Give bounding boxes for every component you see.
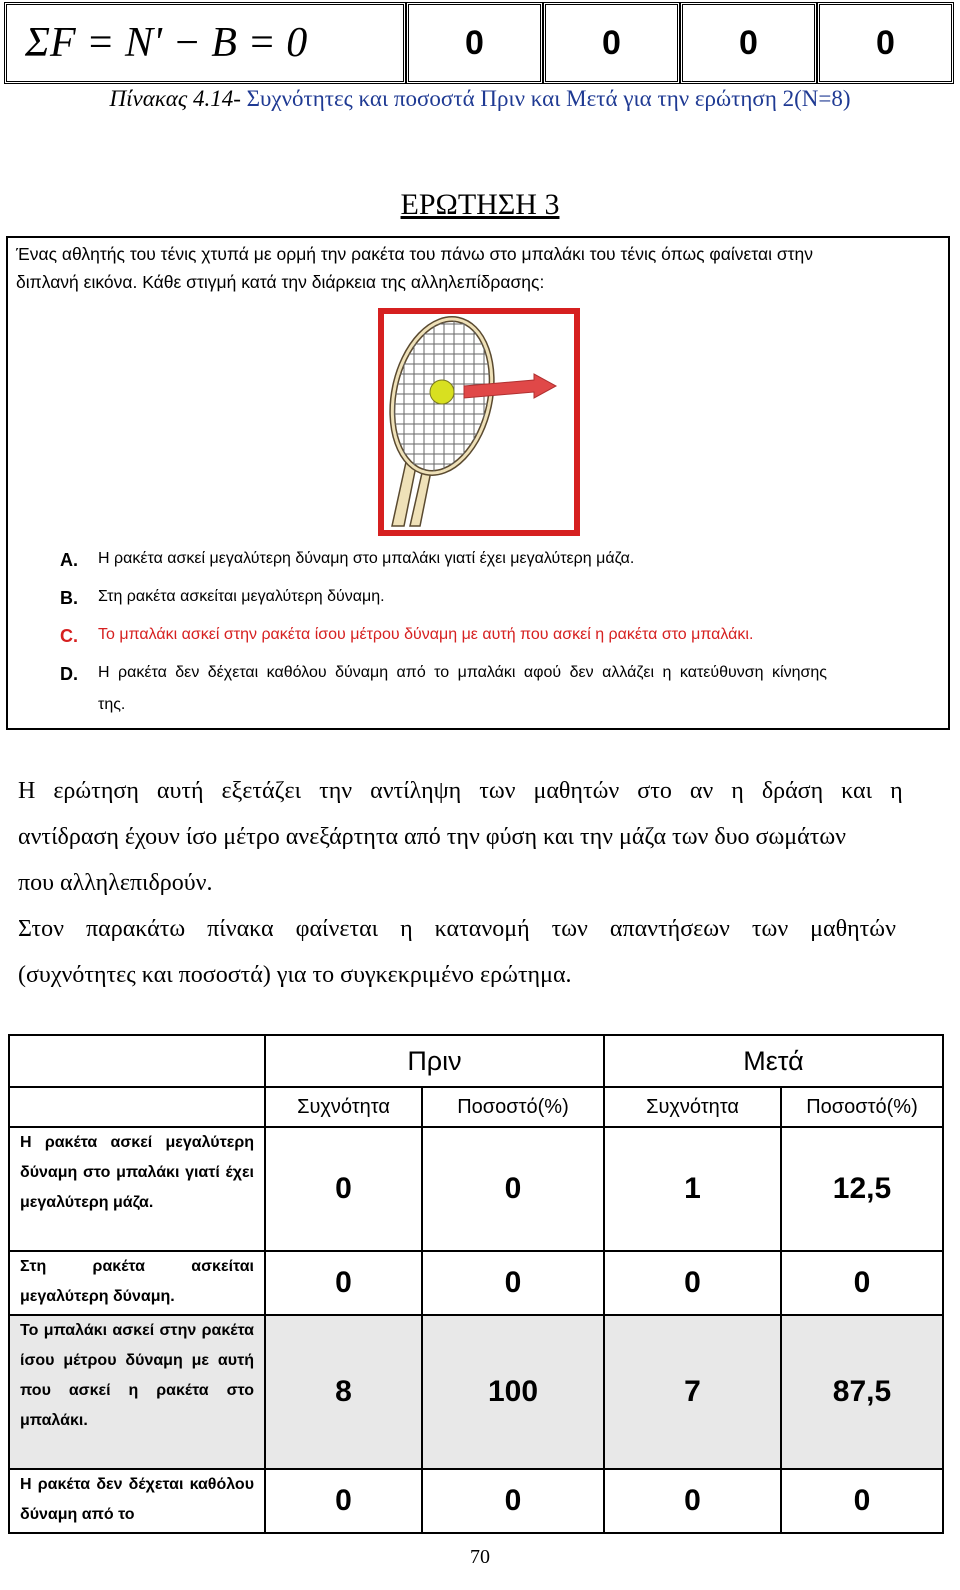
cell-value: 8 [265, 1315, 422, 1469]
cell-value: 0 [265, 1469, 422, 1533]
intro-line: διπλανή εικόνα. Κάθε στιγμή κατά την διάρκεια της αλληλεπίδρασης: [16, 272, 545, 292]
cell-value: 0 [422, 1127, 604, 1251]
header-freq: Συχνότητα [604, 1087, 781, 1127]
row-label: Η ρακέτα δεν δέχεται καθόλου δύναμη από το [9, 1469, 265, 1533]
option-letter: B. [60, 588, 78, 608]
table-row [9, 1469, 943, 1533]
table-row [9, 1127, 943, 1251]
paragraph-line: Η ερώτηση αυτή εξετάζει την αντίληψη των μαθητών στο αν η δράση και η [18, 778, 903, 804]
racket-image [378, 308, 580, 536]
header-pct: Ποσοστό(%) [781, 1087, 943, 1127]
results-table [8, 1034, 944, 1534]
page-number: 70 [470, 1546, 490, 1568]
header-before: Πριν [265, 1035, 604, 1087]
option-letter: A. [60, 550, 78, 570]
row-label: Στη ρακέτα ασκείται μεγαλύτερη δύναμη. [9, 1251, 265, 1315]
paragraph-line: που αλληλεπιδρούν. [18, 870, 213, 896]
option-text: Το μπαλάκι ασκεί στην ρακέτα ίσου μέτρου δύναμη με αυτή που ασκεί η ρακέτα στο μπαλάκι. [98, 626, 754, 643]
row-label: Η ρακέτα ασκεί μεγαλύτερη δύναμη στο μπαλάκι γιατί έχει μεγαλύτερη μάζα. [9, 1127, 265, 1251]
option-letter: C. [60, 626, 78, 646]
table-corner [9, 1035, 265, 1087]
intro-line: Ένας αθλητής του τένις χτυπά με ορμή την ρακέτα του πάνω στο μπαλάκι του τένις όπως φαίνεται στην [16, 244, 814, 264]
cell-value: 0 [422, 1469, 604, 1533]
paragraph-line: αντίδραση έχουν ίσο μέτρο ανεξάρτητα από την φύση και την μάζα των δυο σωμάτων [18, 824, 847, 850]
summary-value: 0 [680, 2, 817, 84]
cell-value: 0 [265, 1251, 422, 1315]
cell-value: 0 [422, 1251, 604, 1315]
header-pct: Ποσοστό(%) [422, 1087, 604, 1127]
table-row [9, 1251, 943, 1315]
table-corner [9, 1087, 265, 1127]
option-text: Στη ρακέτα ασκείται μεγαλύτερη δύναμη. [98, 588, 385, 605]
paragraph-line: (συχνότητες και ποσοστά) για το συγκεκριμένο ερώτημα. [18, 962, 572, 988]
paragraph-line: Στον παρακάτω πίνακα φαίνεται η κατανομή των απαντήσεων των μαθητών [18, 916, 896, 942]
tennis-ball [430, 380, 454, 404]
question-title: ΕΡΩΤΗΣΗ 3 [400, 188, 560, 221]
row-label: Το μπαλάκι ασκεί στην ρακέτα ίσου μέτρου δύναμη με αυτή που ασκεί η ρακέτα στο μπαλάκι. [9, 1315, 265, 1469]
summary-value: 0 [817, 2, 954, 84]
table-row [9, 1315, 943, 1469]
cell-value: 0 [604, 1251, 781, 1315]
question-intro [16, 240, 946, 296]
header-after: Μετά [604, 1035, 943, 1087]
cell-value: 7 [604, 1315, 781, 1469]
cell-value: 0 [781, 1251, 943, 1315]
cell-value: 87,5 [781, 1315, 943, 1469]
summary-row [4, 2, 954, 84]
header-freq: Συχνότητα [265, 1087, 422, 1127]
cell-value: 0 [604, 1469, 781, 1533]
summary-value: 0 [406, 2, 543, 84]
option-text-cont: της. [98, 696, 126, 713]
option-text: Η ρακέτα ασκεί μεγαλύτερη δύναμη στο μπαλάκι γιατί έχει μεγαλύτερη μάζα. [98, 550, 635, 567]
cell-value: 100 [422, 1315, 604, 1469]
option-letter: D. [60, 664, 78, 684]
cell-value: 0 [781, 1469, 943, 1533]
caption-text: Συχνότητες και ποσοστά Πριν και Μετά για την ερώτηση 2(N=8) [246, 86, 851, 111]
table-caption [0, 86, 960, 112]
racket-illustration [384, 314, 574, 530]
summary-value: 0 [543, 2, 680, 84]
formula-cell: ΣF = N' − B = 0 [4, 2, 406, 84]
cell-value: 1 [604, 1127, 781, 1251]
cell-value: 0 [265, 1127, 422, 1251]
explanation-paragraph [18, 768, 944, 998]
caption-prefix: Πίνακας 4.14- [109, 86, 247, 111]
cell-value: 12,5 [781, 1127, 943, 1251]
option-text: Η ρακέτα δεν δέχεται καθόλου δύναμη από το μπαλάκι αφού δεν αλλάζει η κατεύθυνση κίνησης [98, 664, 827, 681]
